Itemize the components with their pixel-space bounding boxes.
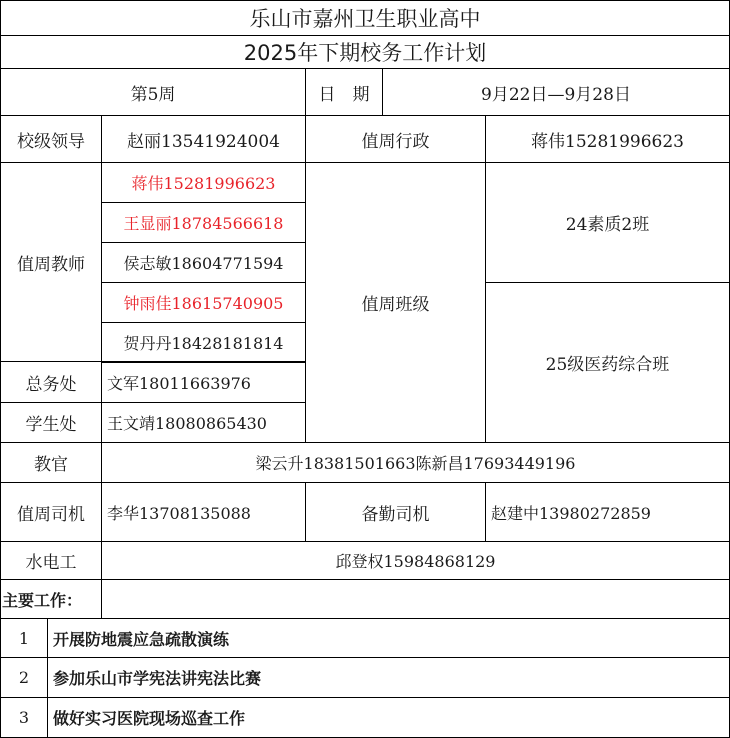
admin-contact: 蒋伟15281996623 xyxy=(531,131,684,152)
general-affairs-label-cell xyxy=(0,361,102,403)
admin-label: 值周行政 xyxy=(361,131,430,152)
date-label-cell xyxy=(305,68,383,116)
task-text: 参加乐山市学宪法讲宪法比赛 xyxy=(53,669,262,688)
general-affairs-label: 总务处 xyxy=(25,374,77,395)
task-number-cell xyxy=(0,657,48,698)
school-name: 乐山市嘉州卫生职业高中 xyxy=(249,7,481,31)
instructor-contacts: 梁云升18381501663陈新昌17693449196 xyxy=(255,454,576,473)
task-cell xyxy=(47,657,730,698)
plan-title: 2025年下期校务工作计划 xyxy=(243,41,487,65)
general-affairs-contact: 文军18011663976 xyxy=(107,373,251,393)
task-cell xyxy=(47,618,730,658)
student-affairs-contact: 王文靖18080865430 xyxy=(107,414,267,433)
date-label: 日 期 xyxy=(318,84,370,105)
duty-class-name: 24素质2班 xyxy=(565,215,650,235)
main-work-label-cell xyxy=(0,579,102,619)
driver-label: 值周司机 xyxy=(17,504,85,525)
utilities-label: 水电工 xyxy=(25,553,77,573)
instructor-cell xyxy=(101,442,730,483)
task-number: 3 xyxy=(18,708,30,727)
plan-title-cell xyxy=(0,35,730,69)
task-number-cell xyxy=(0,618,48,658)
leader-label: 校级领导 xyxy=(17,131,85,152)
teachers-label-cell xyxy=(0,162,102,362)
duty-class-name: 25级医药综合班 xyxy=(545,355,670,375)
date-range: 9月22日—9月28日 xyxy=(481,84,631,105)
duty-class-cell xyxy=(485,282,730,443)
duty-class-label: 值周班级 xyxy=(361,295,430,315)
backup-driver-label: 备勤司机 xyxy=(361,504,430,525)
teacher-contact: 王显丽18784566618 xyxy=(123,214,284,233)
task-text: 开展防地震应急疏散演练 xyxy=(53,629,230,649)
teachers-label: 值周教师 xyxy=(17,254,85,275)
week-cell xyxy=(0,68,306,116)
admin-cell xyxy=(485,115,730,163)
task-number: 2 xyxy=(18,668,30,687)
task-number: 1 xyxy=(18,628,30,648)
instructor-label: 教官 xyxy=(34,455,68,475)
general-affairs-cell xyxy=(101,361,306,403)
instructor-label-cell xyxy=(0,442,102,483)
driver-contact: 李华13708135088 xyxy=(107,503,251,523)
driver-label-cell xyxy=(0,482,102,542)
task-cell xyxy=(47,697,730,738)
teacher-cell xyxy=(101,242,306,283)
utilities-contact: 邱登权15984868129 xyxy=(335,552,496,571)
leader-cell xyxy=(101,115,306,163)
driver-cell xyxy=(101,482,306,542)
backup-driver-cell xyxy=(485,482,730,542)
duty-class-cell xyxy=(485,162,730,283)
teacher-contact: 贺丹丹18428181814 xyxy=(123,334,284,353)
teacher-cell xyxy=(101,202,306,243)
leader-label-cell xyxy=(0,115,102,163)
student-affairs-label: 学生处 xyxy=(25,415,77,435)
date-range-cell xyxy=(382,68,730,116)
student-affairs-label-cell xyxy=(0,402,102,443)
task-number-cell xyxy=(0,697,48,738)
student-affairs-cell xyxy=(101,402,306,443)
admin-label-cell xyxy=(305,115,486,163)
teacher-contact: 侯志敏18604771594 xyxy=(123,254,284,273)
utilities-label-cell xyxy=(0,541,102,580)
teacher-cell xyxy=(101,162,306,203)
main-work-label: 主要工作： xyxy=(2,590,83,610)
teacher-cell xyxy=(101,322,306,363)
task-text: 做好实习医院现场巡查工作 xyxy=(53,709,246,728)
utilities-cell xyxy=(101,541,730,580)
backup-driver-contact: 赵建中13980272859 xyxy=(491,503,651,523)
main-work-blank-cell xyxy=(101,579,730,619)
week-number: 第5周 xyxy=(130,84,176,105)
school-name-cell xyxy=(0,0,730,36)
duty-class-label-cell xyxy=(305,162,486,443)
teacher-contact: 蒋伟15281996623 xyxy=(131,174,276,193)
backup-driver-label-cell xyxy=(305,482,486,542)
teacher-contact: 钟雨佳18615740905 xyxy=(123,294,284,313)
leader-contact: 赵丽13541924004 xyxy=(127,131,280,152)
teacher-cell xyxy=(101,282,306,323)
